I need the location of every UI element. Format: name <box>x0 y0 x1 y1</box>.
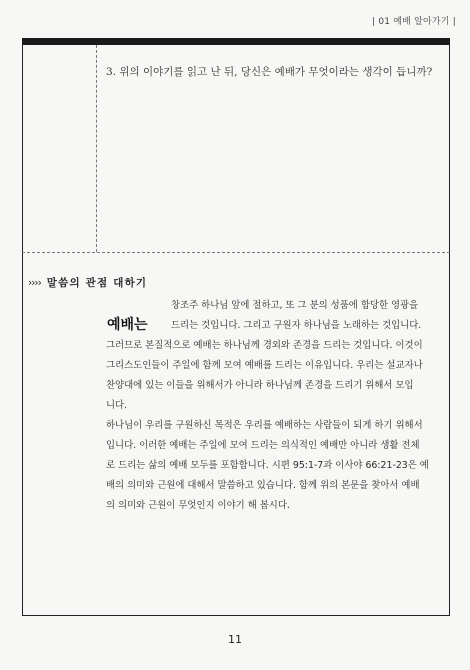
paragraph-1 <box>106 296 436 416</box>
paragraph-line: 입니다. 이러한 예배는 주일에 모여 드리는 의식적인 예배만 아니라 생활 전체 <box>106 440 420 451</box>
paragraph-2 <box>106 416 436 516</box>
paragraph-line: 의 의미와 근원이 무엇인지 이야기 해 봅시다. <box>106 500 290 511</box>
section-heading <box>28 275 147 290</box>
paragraph-line: 하나님이 우리를 구원하신 목적은 우리를 예배하는 사람들이 되게 하기 위해서 <box>106 420 423 431</box>
paragraph-line: 찬양대에 있는 이들을 위해서가 아니라 하나님께 존경을 드리기 위해서 모입 <box>106 380 414 391</box>
page-number: 11 <box>228 633 242 646</box>
paragraph-line: 드리는 것입니다. 그리고 구원자 하나님을 노래하는 것입니다. <box>171 320 422 331</box>
paragraph-line: 니다. <box>106 400 128 411</box>
section-divider <box>22 252 450 253</box>
top-rule <box>22 38 450 45</box>
paragraph-line: 창조주 하나님 앞에 절하고, 또 그 분의 성품에 합당한 영광을 <box>171 300 419 311</box>
chapter-tag: | 01 예배 알아가기 | <box>372 17 456 27</box>
paragraph-line: 그리스도인들이 주일에 함께 모여 예배를 드리는 이유입니다. 우리는 설교자나 <box>106 360 423 371</box>
paragraph-line: 배의 의미와 근원에 대해서 말씀하고 있습니다. 함께 위의 본문을 찾아서 예배 <box>106 480 420 491</box>
section-arrows-icon: ›››› <box>28 276 41 289</box>
paragraph-line: 로 드리는 삶의 예배 모두를 포함합니다. 시편 95:1-7과 이사야 66:21-23은 예 <box>106 460 429 471</box>
margin-divider <box>96 45 97 252</box>
keyword-heading: 예배는 <box>107 317 148 333</box>
paragraph-line: 그러므로 본질적으로 예배는 하나님께 경외와 존경을 드리는 것입니다. 이것이 <box>106 340 423 351</box>
question-text: 3. 위의 이야기를 읽고 난 뒤, 당신은 예배가 무엇이라는 생각이 듭니까? <box>106 66 433 78</box>
section-title: 말씀의 관점 대하기 <box>46 277 148 289</box>
